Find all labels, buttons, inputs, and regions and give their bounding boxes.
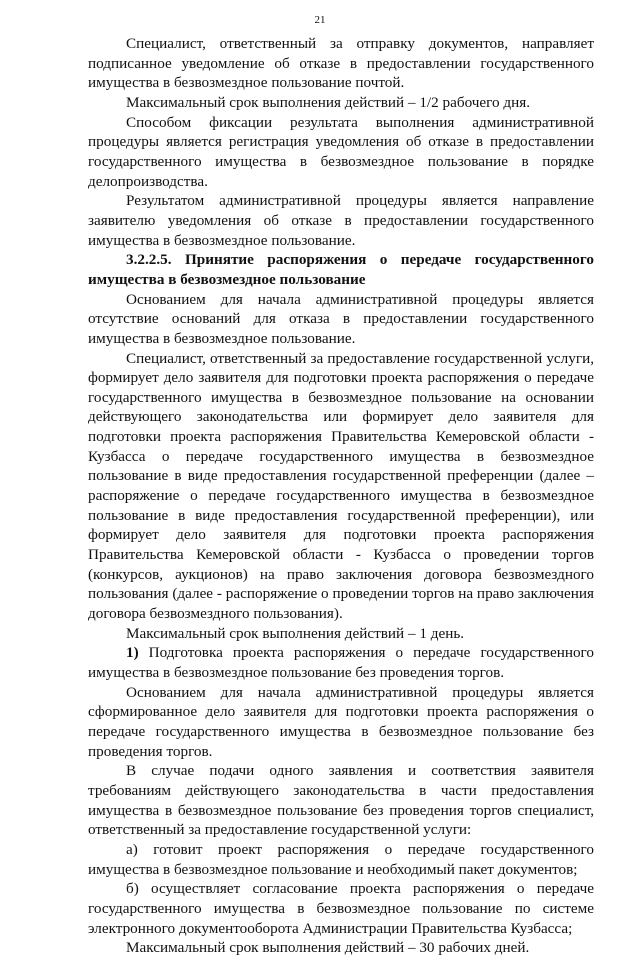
paragraph: Специалист, ответственный за предоставление государственной услуги, формирует дело заявителя для подготовки проекта распоряжения о передаче государственного имущества в безвозмездное пользование на основании действующего законодательства или формирует дело заявителя для подготовки проекта распоряжения Правительства Кемеровской области - Кузбасса о передаче государственного имущества в безвозмездное пользование в виде предоставления государственной преференции (далее – распоряжение о передаче государственного имущества в безвозмездное пользование в виде предоставления государственной преференции), или формирует дело заявителя для подготовки проекта распоряжения Правительства Кемеровской области - Кузбасса о проведении торгов (конкурсов, аукционов) на право заключения договора безвозмездного пользования (далее - распоряжение о проведении торгов на право заключения договора безвозмездного пользования). (88, 349, 594, 623)
paragraph: Способом фиксации результата выполнения административной процедуры является регистрация уведомления об отказе в предоставлении государственного имущества в безвозмездное пользование в порядке делопроизводства. (88, 113, 594, 190)
document-body (88, 34, 594, 958)
section-heading: 3.2.2.5. Принятие распоряжения о передаче государственного имущества в безвозмездное пользование (88, 251, 594, 288)
paragraph: Специалист, ответственный за отправку документов, направляет подписанное уведомление об отказе в предоставлении государственного имущества в безвозмездное пользование почтой. (88, 35, 594, 92)
list-item: а) готовит проект распоряжения о передаче государственного имущества в безвозмездное пользование и необходимый пакет документов; (88, 840, 594, 878)
paragraph: Максимальный срок выполнения действий – 1/2 рабочего дня. (126, 93, 531, 111)
paragraph: Максимальный срок выполнения действий – 1 день. (126, 624, 465, 642)
list-item: б) осуществляет согласование проекта распоряжения о передаче государственного имущества в безвозмездное пользование по системе электронного документооборота Администрации Правительства Кузбасса; (88, 880, 594, 937)
paragraph: Результатом административной процедуры является направление заявителю уведомления об отказе в предоставлении государственного имущества в безвозмездное пользование. (88, 192, 594, 249)
item-text: Подготовка проекта распоряжения о передаче государственного имущества в безвозмездное пользование без проведения торгов. (88, 644, 594, 681)
paragraph: Основанием для начала административной процедуры является сформированное дело заявителя для подготовки проекта распоряжения о передаче государственного имущества в безвозмездное пользование без проведения торгов. (88, 683, 594, 760)
item-number: 1) (126, 644, 139, 662)
paragraph: Максимальный срок выполнения действий – 30 рабочих дней. (126, 939, 530, 957)
page-number: 21 (314, 14, 326, 26)
paragraph: Основанием для начала административной процедуры является отсутствие оснований для отказа в предоставлении государственного имущества в безвозмездное пользование. (88, 290, 594, 347)
numbered-subheading (88, 643, 594, 682)
paragraph: В случае подачи одного заявления и соответствия заявителя требованиям действующего законодательства в части предоставления имущества в безвозмездное пользование без проведения торгов специалист, ответственный за предоставление государственной услуги: (88, 762, 594, 839)
